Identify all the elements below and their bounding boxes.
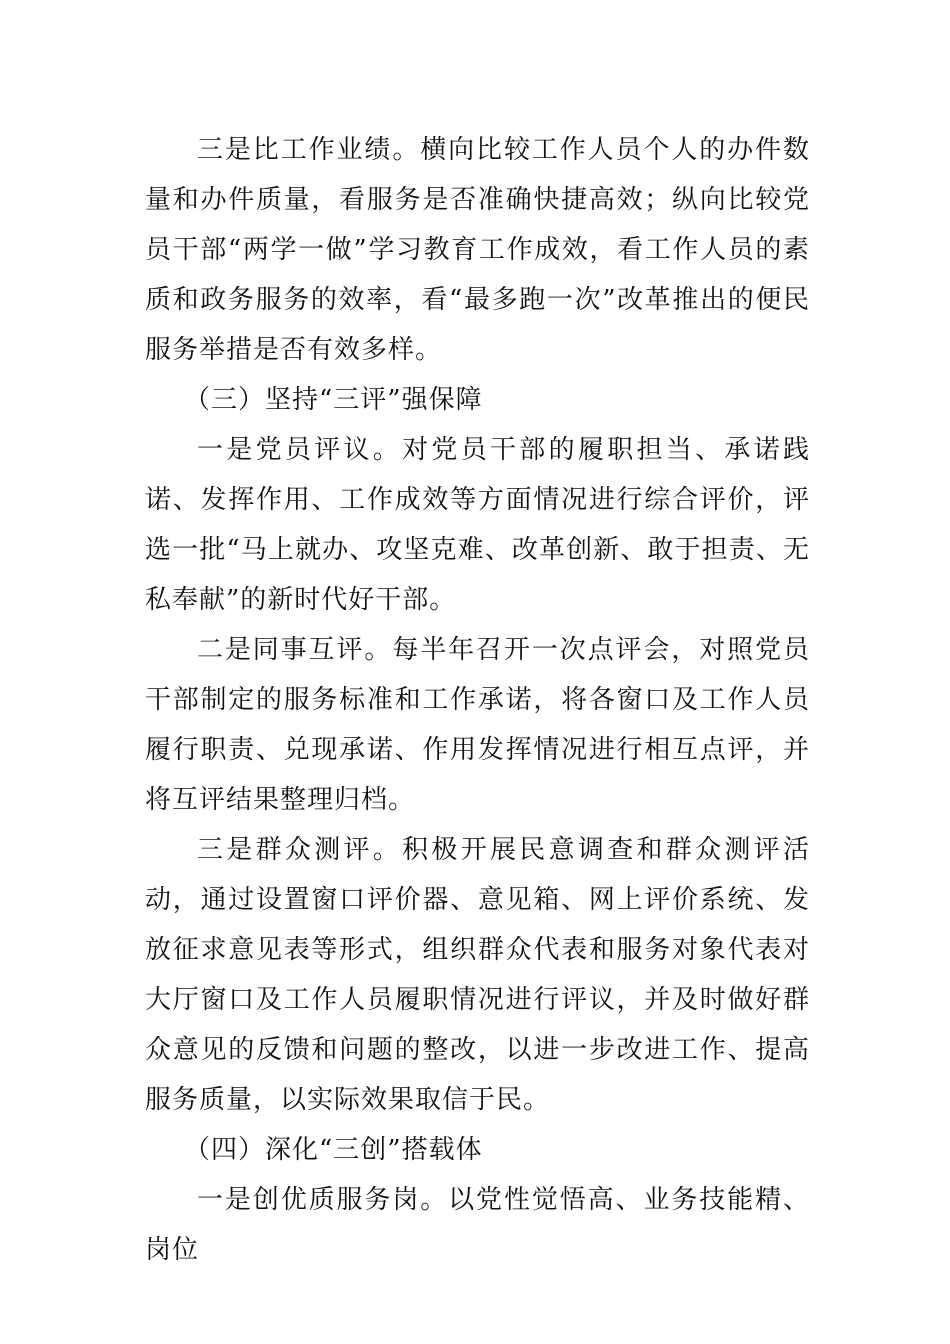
paragraph-work-performance: 三是比工作业绩。横向比较工作人员个人的办件数量和办件质量，看服务是否准确快捷高效；纵向比较党员干部“两学一做”学习教育工作成效，看工作人员的素质和政务服务的效率，看“最多跑一次”改革推出的便民服务举措是否有效多样。 bbox=[145, 135, 810, 365]
document-body bbox=[145, 125, 810, 1275]
section-heading-three-evaluations: （三）坚持“三评”强保障 bbox=[184, 385, 483, 415]
paragraph-quality-service-post: 一是创优质服务岗。以党性觉悟高、业务技能精、岗位 bbox=[145, 1185, 810, 1265]
section-heading-three-creations: （四）深化“三创”搭载体 bbox=[184, 1135, 483, 1165]
paragraph-colleague-review: 二是同事互评。每半年召开一次点评会，对照党员干部制定的服务标准和工作承诺，将各窗口及工作人员履行职责、兑现承诺、作用发挥情况进行相互点评，并将互评结果整理归档。 bbox=[145, 635, 810, 815]
paragraph-party-member-review: 一是党员评议。对党员干部的履职担当、承诺践诺、发挥作用、工作成效等方面情况进行综合评价，评选一批“马上就办、攻坚克难、改革创新、敢于担责、无私奉献”的新时代好干部。 bbox=[145, 435, 810, 615]
paragraph-public-evaluation: 三是群众测评。积极开展民意调查和群众测评活动，通过设置窗口评价器、意见箱、网上评价系统、发放征求意见表等形式，组织群众代表和服务对象代表对大厅窗口及工作人员履职情况进行评议，并及时做好群众意见的反馈和问题的整改，以进一步改进工作、提高服务质量，以实际效果取信于民。 bbox=[145, 835, 810, 1115]
